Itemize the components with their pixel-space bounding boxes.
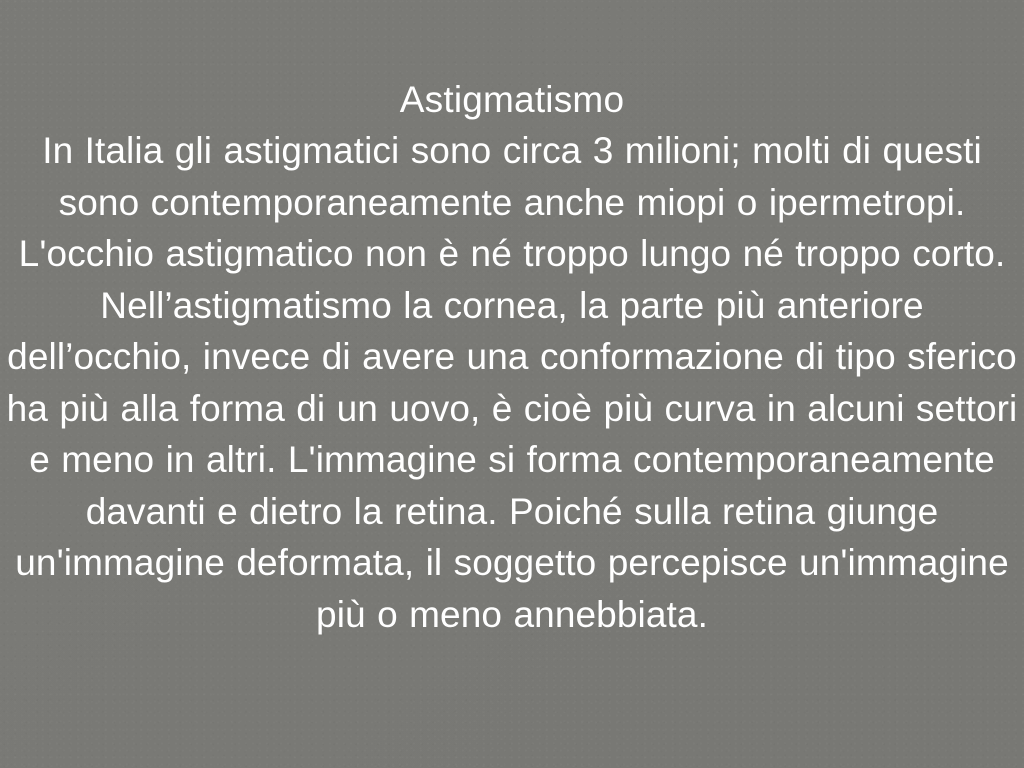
slide-text-block bbox=[6, 0, 1018, 640]
slide-body-text: In Italia gli astigmatici sono circa 3 milioni; molti di questi sono contemporaneamente anche miopi o ipermetropi. L'occhio astigmatico non è né troppo lungo né troppo corto. Nell’astigmatismo la cornea, la parte più anteriore dell’occhio, invece di avere una conformazione di tipo sferico ha più alla forma di un uovo, è cioè più curva in alcuni settori e meno in altri. L'immagine si forma contemporaneamente davanti e dietro la retina. Poiché sulla retina giunge un'immagine deformata, il soggetto percepisce un'immagine più o meno annebbiata. bbox=[6, 130, 1018, 635]
slide-title: Astigmatismo bbox=[399, 79, 625, 120]
